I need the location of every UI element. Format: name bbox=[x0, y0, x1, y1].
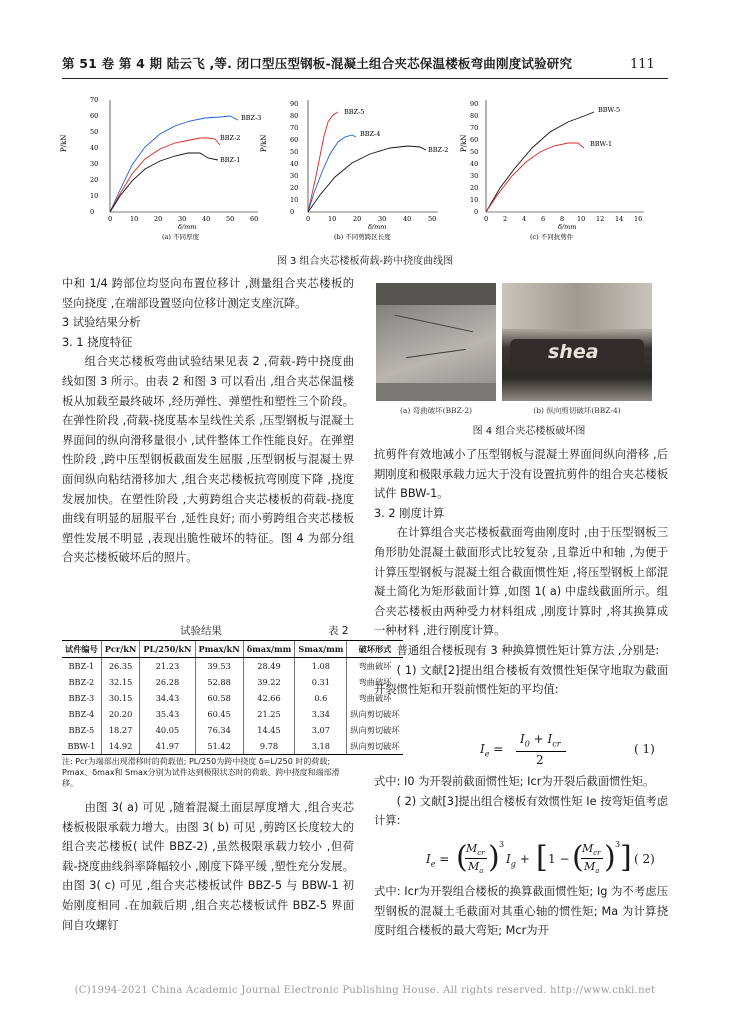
ytick: 0 bbox=[290, 208, 295, 216]
ytick: 50 bbox=[290, 148, 299, 156]
table-cell: 32.15 bbox=[101, 674, 140, 690]
table-cell: 18.27 bbox=[101, 722, 140, 738]
fig3b-yticks bbox=[290, 100, 298, 216]
ytick: 40 bbox=[290, 160, 299, 168]
ytick: 10 bbox=[290, 196, 299, 204]
xtick: 4 bbox=[522, 215, 527, 223]
equation-2: $I_e$ = ( $M_{cr}$ $M_a$ ) 3 $I_g$ + [ 1 − ( $M_{cr}$ $M_a$ ) 3 ] bbox=[426, 840, 632, 876]
ytick: 40 bbox=[90, 144, 99, 152]
left-column-lower bbox=[62, 798, 354, 935]
ytick: 20 bbox=[90, 176, 99, 184]
running-header: 第 51 卷 第 4 期 陆云飞 ,等. 闭口型压型钢板-混凝土组合夹芯保温楼板弯曲刚度试验研究 bbox=[62, 56, 573, 71]
xtick: 50 bbox=[428, 215, 437, 223]
xtick: 2 bbox=[503, 215, 508, 223]
ytick: 10 bbox=[90, 192, 99, 200]
table-cell: 纵向剪切破坏 bbox=[347, 738, 403, 755]
label-bbz-3: BBZ-3 bbox=[241, 114, 262, 122]
fig3c-xticks bbox=[484, 215, 642, 223]
table-row bbox=[62, 738, 403, 755]
xtick: 40 bbox=[403, 215, 412, 223]
xtick: 0 bbox=[108, 215, 113, 223]
paragraph: 式中: Icr为开裂组合楼板的换算截面惯性矩; Ig 为不考虑压型钢板的混凝土毛截面对其重心轴的惯性矩; Ma 为计算挠度时组合楼板的最大弯矩; Mcr为开 bbox=[374, 885, 668, 938]
ytick: 60 bbox=[290, 136, 299, 144]
table-cell: 0.31 bbox=[295, 674, 347, 690]
fig3a-panel bbox=[60, 96, 261, 241]
table-row bbox=[62, 674, 403, 690]
table-cell: 39.22 bbox=[243, 674, 295, 690]
label-bbw-5: BBW-5 bbox=[598, 106, 621, 114]
table-cell: BBZ-1 bbox=[68, 661, 95, 671]
right-column bbox=[374, 445, 668, 700]
table-cell: BBW-1 bbox=[62, 738, 101, 755]
fig3b-subcaption: (b) 不同剪跨区长度 bbox=[334, 233, 391, 241]
table-cell: 60.45 bbox=[195, 706, 243, 722]
equation-1-number: ( 1) bbox=[634, 742, 655, 756]
table-cell: 21.23 bbox=[140, 658, 195, 675]
subsection-heading: 3. 1 挠度特征 bbox=[62, 335, 133, 349]
fig3a-yticks bbox=[90, 96, 98, 216]
fig3a-ylabel: P/kN bbox=[60, 134, 68, 152]
col-header: Pmax/kN bbox=[195, 641, 243, 658]
xtick: 8 bbox=[560, 215, 565, 223]
paragraph: 在计算组合夹芯楼板截面弯曲刚度时 ,由于压型钢板三角形肋处混凝土截面形式比较复杂 ,且靠近中和轴 ,为便于计算压型钢板与混凝土组合截面惯性矩 ,将压型钢板上部混凝土简化为矩形截面计算 ,如图 1( a) 中虚线截面所示。组合夹芯楼板由两种受力材料组成 ,刚度计算时 ,将其换算成一种材料 ,进行刚度计算。 bbox=[374, 526, 668, 638]
label-bbw-1: BBW-1 bbox=[590, 140, 613, 148]
ytick: 70 bbox=[90, 96, 99, 104]
xtick: 0 bbox=[306, 215, 311, 223]
table-cell: 14.45 bbox=[243, 722, 295, 738]
table-cell: 41.97 bbox=[140, 738, 195, 755]
photo-bending-failure bbox=[376, 283, 496, 401]
ytick: 60 bbox=[470, 136, 479, 144]
label-bbz-4: BBZ-4 bbox=[360, 130, 381, 138]
xtick: 10 bbox=[130, 215, 139, 223]
fig3b-xlabel: δ/mm bbox=[368, 223, 387, 231]
table-cell: 28.49 bbox=[243, 658, 295, 675]
table-2-note: 注: Pcr为端部出现滑移时的荷载值; PL/250为跨中挠度 δ=L/250 时的荷载; Pmax、δmax和 Smax分别为试件达到极限状态时的荷载、跨中挠度和端部滑移。 bbox=[62, 757, 340, 788]
table-cell: 1.08 bbox=[295, 658, 347, 675]
table-header-row bbox=[62, 641, 403, 658]
table-cell: 21.25 bbox=[243, 706, 295, 722]
xtick: 60 bbox=[250, 215, 259, 223]
table-row bbox=[62, 690, 403, 706]
page-number: 111 bbox=[630, 57, 655, 72]
fig4b-subcaption: (b) 纵向剪切破坏(BBZ-4) bbox=[533, 406, 621, 415]
left-column bbox=[62, 274, 354, 568]
fig4a-subcaption: (a) 弯曲破坏(BBZ-2) bbox=[399, 406, 473, 415]
xtick: 30 bbox=[378, 215, 387, 223]
table-cell: 35.43 bbox=[140, 706, 195, 722]
curve-bbz-4 bbox=[308, 135, 356, 212]
figure-3 bbox=[60, 90, 670, 250]
right-column-bottom bbox=[374, 882, 668, 941]
table-cell: 42.66 bbox=[243, 690, 295, 706]
equation-2-number: ( 2) bbox=[634, 852, 655, 866]
xtick: 20 bbox=[353, 215, 362, 223]
curve-bbw-5 bbox=[486, 112, 594, 212]
photo-shear-failure bbox=[502, 283, 652, 401]
label-bbz-1: BBZ-1 bbox=[220, 156, 241, 164]
table-cell: 76.34 bbox=[195, 722, 243, 738]
label-bbz-5: BBZ-5 bbox=[344, 108, 365, 116]
col-header: Smax/mm bbox=[295, 641, 347, 658]
fig3c-panel bbox=[460, 100, 644, 241]
right-column-mid bbox=[374, 772, 668, 831]
xtick: 20 bbox=[154, 215, 163, 223]
table-cell: 弯曲破坏 bbox=[347, 658, 403, 675]
ytick: 80 bbox=[290, 112, 299, 120]
table-cell: 39.53 bbox=[195, 658, 243, 675]
fig3b-xticks bbox=[306, 215, 436, 223]
section-heading: 3 试验结果分析 bbox=[62, 316, 141, 330]
fig3b-panel bbox=[260, 100, 448, 241]
paragraph: ( 2) 文献[3]提出组合楼板有效惯性矩 Ie 按弯矩值考虑计算: bbox=[374, 794, 668, 828]
table-cell: 纵向剪切破坏 bbox=[347, 722, 403, 738]
ytick: 60 bbox=[90, 112, 99, 120]
col-header: Pcr/kN bbox=[101, 641, 140, 658]
label-bbz-2: BBZ-2 bbox=[428, 146, 449, 154]
ytick: 90 bbox=[470, 100, 479, 108]
table-row bbox=[62, 722, 403, 738]
fig3b-ylabel: P/kN bbox=[260, 134, 268, 152]
xtick: 50 bbox=[226, 215, 235, 223]
curve-bbz-2b bbox=[308, 146, 426, 212]
copyright-footer: (C)1994-2021 China Academic Journal Electronic Publishing House. All rights reserved. http://www.cnki.net bbox=[74, 985, 656, 996]
col-header: δmax/mm bbox=[243, 641, 295, 658]
figure-3-caption: 图 3 组合夹芯楼板荷载-跨中挠度曲线图 bbox=[276, 256, 454, 267]
table-cell: 52.88 bbox=[195, 674, 243, 690]
xtick: 12 bbox=[596, 215, 605, 223]
curve-bbz-2 bbox=[110, 138, 220, 212]
ytick: 80 bbox=[470, 112, 479, 120]
ytick: 70 bbox=[290, 124, 299, 132]
equation-1: $I_e$ = $I_0 + I_{cr}$ 2 bbox=[480, 732, 561, 767]
paragraph: 式中: I0 为开裂前截面惯性矩; Icr为开裂后截面惯性矩。 bbox=[374, 775, 655, 788]
ytick: 20 bbox=[290, 184, 299, 192]
table-cell: 纵向剪切破坏 bbox=[347, 706, 403, 722]
fig3c-subcaption: (c) 不同抗剪件 bbox=[530, 233, 574, 241]
col-header: 试件编号 bbox=[62, 641, 101, 658]
photo-marking-text: shea bbox=[548, 341, 599, 363]
col-header: 破坏形式 bbox=[347, 641, 403, 658]
col-header: PL/250/kN bbox=[140, 641, 195, 658]
table-cell: 30.15 bbox=[101, 690, 140, 706]
table-cell: 20.20 bbox=[101, 706, 140, 722]
ytick: 0 bbox=[90, 208, 95, 216]
ytick: 50 bbox=[90, 128, 99, 136]
table-row bbox=[62, 658, 403, 675]
ytick: 0 bbox=[474, 208, 479, 216]
paragraph: ( 1) 文献[2]提出组合楼板有效惯性矩保守地取为截面开裂惯性矩和开裂前惯性矩的平均值: bbox=[374, 663, 668, 697]
xtick: 6 bbox=[541, 215, 546, 223]
ytick: 10 bbox=[470, 196, 479, 204]
table-cell: 40.05 bbox=[140, 722, 195, 738]
table-2 bbox=[62, 640, 403, 755]
table-cell: 3.34 bbox=[295, 706, 347, 722]
curve-bbw-1 bbox=[486, 143, 584, 212]
paragraph: 抗剪件有效地减小了压型钢板与混凝土界面间纵向滑移 ,后期刚度和极限承载力远大于没有设置抗剪件的组合夹芯楼板试件 BBW-1。 bbox=[374, 448, 668, 501]
fig3a-xlabel: δ/mm bbox=[178, 223, 197, 231]
table-cell: 3.07 bbox=[295, 722, 347, 738]
xtick: 0 bbox=[484, 215, 489, 223]
xtick: 14 bbox=[615, 215, 624, 223]
table-cell: BBZ-2 bbox=[68, 677, 95, 687]
fig3a-subcaption: (a) 不同厚度 bbox=[162, 233, 200, 241]
table-cell: 60.58 bbox=[195, 690, 243, 706]
fig3a-xticks bbox=[108, 215, 258, 223]
fig3c-xlabel: δ/mm bbox=[558, 223, 577, 231]
xtick: 10 bbox=[577, 215, 586, 223]
subsection-heading: 3. 2 刚度计算 bbox=[374, 506, 445, 520]
table-cell: 26.35 bbox=[101, 658, 140, 675]
table-cell: 3.18 bbox=[295, 738, 347, 755]
table-cell: 34.43 bbox=[140, 690, 195, 706]
curve-bbz-3 bbox=[110, 116, 241, 212]
table-cell: 9.78 bbox=[243, 738, 295, 755]
table-cell: BBZ-3 bbox=[68, 693, 95, 703]
paragraph: 组合夹芯楼板弯曲试验结果见表 2 ,荷载-跨中挠度曲线如图 3 所示。由表 2 和图 3 可以看出 ,组合夹芯保温楼板从加载至最终破坏 ,经历弹性、弹塑性和塑性三个阶段。在弹性阶段 ,荷载-挠度基本呈线性关系 ,压型钢板与混凝土界面间的纵向滑移量很小 ,试件整体工作性能良好。在弹塑性阶段 ,跨中压型钢板截面发生屈服 ,压型钢板与混凝土界面间纵向粘结滑移加大 ,组合夹芯楼板抗弯刚度下降 ,挠度发展加快。在塑性阶段 ,大剪跨组合夹芯楼板的荷载-挠度曲线有明显的屈服平台 ,延性良好; 而小剪跨组合夹芯楼板塑性发展不明显 ,表现出脆性破坏的特征。图 4 为部分组合夹芯楼板破坏后的照片。 bbox=[62, 355, 354, 565]
ytick: 30 bbox=[470, 172, 479, 180]
ytick: 30 bbox=[290, 172, 299, 180]
curve-bbz-1 bbox=[110, 153, 218, 212]
table-cell: 26.28 bbox=[140, 674, 195, 690]
paragraph: 普通组合楼板现有 3 种换算惯性矩计算方法 ,分别是: bbox=[396, 643, 660, 657]
xtick: 30 bbox=[178, 215, 187, 223]
table-cell: BBZ-4 bbox=[68, 709, 95, 719]
ytick: 50 bbox=[470, 148, 479, 156]
ytick: 70 bbox=[470, 124, 479, 132]
xtick: 40 bbox=[202, 215, 211, 223]
figure-4-caption: 图 4 组合夹芯楼板破坏图 bbox=[472, 426, 586, 437]
fig3c-yticks bbox=[470, 100, 478, 216]
ytick: 20 bbox=[470, 184, 479, 192]
ytick: 40 bbox=[470, 160, 479, 168]
paragraph: 由图 3( a) 可见 ,随着混凝土面层厚度增大 ,组合夹芯楼板极限承载力增大。由图 3( b) 可见 ,剪跨区长度较大的组合夹芯楼板( 试件 BBZ-2) ,虽然极限承载力较小 ,但荷载-挠度曲线斜率降幅较小 ,刚度下降平缓 ,塑性充分发展。由图 3( c) 可见 ,组合夹芯楼板试件 BBZ-5 与 BBW-1 初始刚度相同 .在加载后期 ,组合夹芯楼板试件 BBZ-5 界面间自攻螺钉 bbox=[62, 801, 354, 932]
table-cell: 51.42 bbox=[195, 738, 243, 755]
table-2-label: 表 2 bbox=[328, 625, 349, 637]
table-cell: 0.6 bbox=[295, 690, 347, 706]
fig3c-ylabel: P/kN bbox=[460, 134, 468, 152]
xtick: 16 bbox=[634, 215, 643, 223]
table-cell: 弯曲破坏 bbox=[347, 674, 403, 690]
ytick: 30 bbox=[90, 160, 99, 168]
header-rule bbox=[62, 78, 668, 79]
table-cell: BBZ-5 bbox=[68, 725, 95, 735]
table-cell: 14.92 bbox=[101, 738, 140, 755]
xtick: 10 bbox=[328, 215, 337, 223]
paragraph: 中和 1/4 跨部位均竖向布置位移计 ,测量组合夹芯楼板的竖向挠度 ,在端部设置竖向位移计测定支座沉降。 bbox=[62, 277, 354, 310]
table-row bbox=[62, 706, 403, 722]
label-bbz-2: BBZ-2 bbox=[220, 134, 241, 142]
table-2-title: 试验结果 bbox=[180, 625, 222, 637]
table-cell: 弯曲破坏 bbox=[347, 690, 403, 706]
ytick: 90 bbox=[290, 100, 299, 108]
